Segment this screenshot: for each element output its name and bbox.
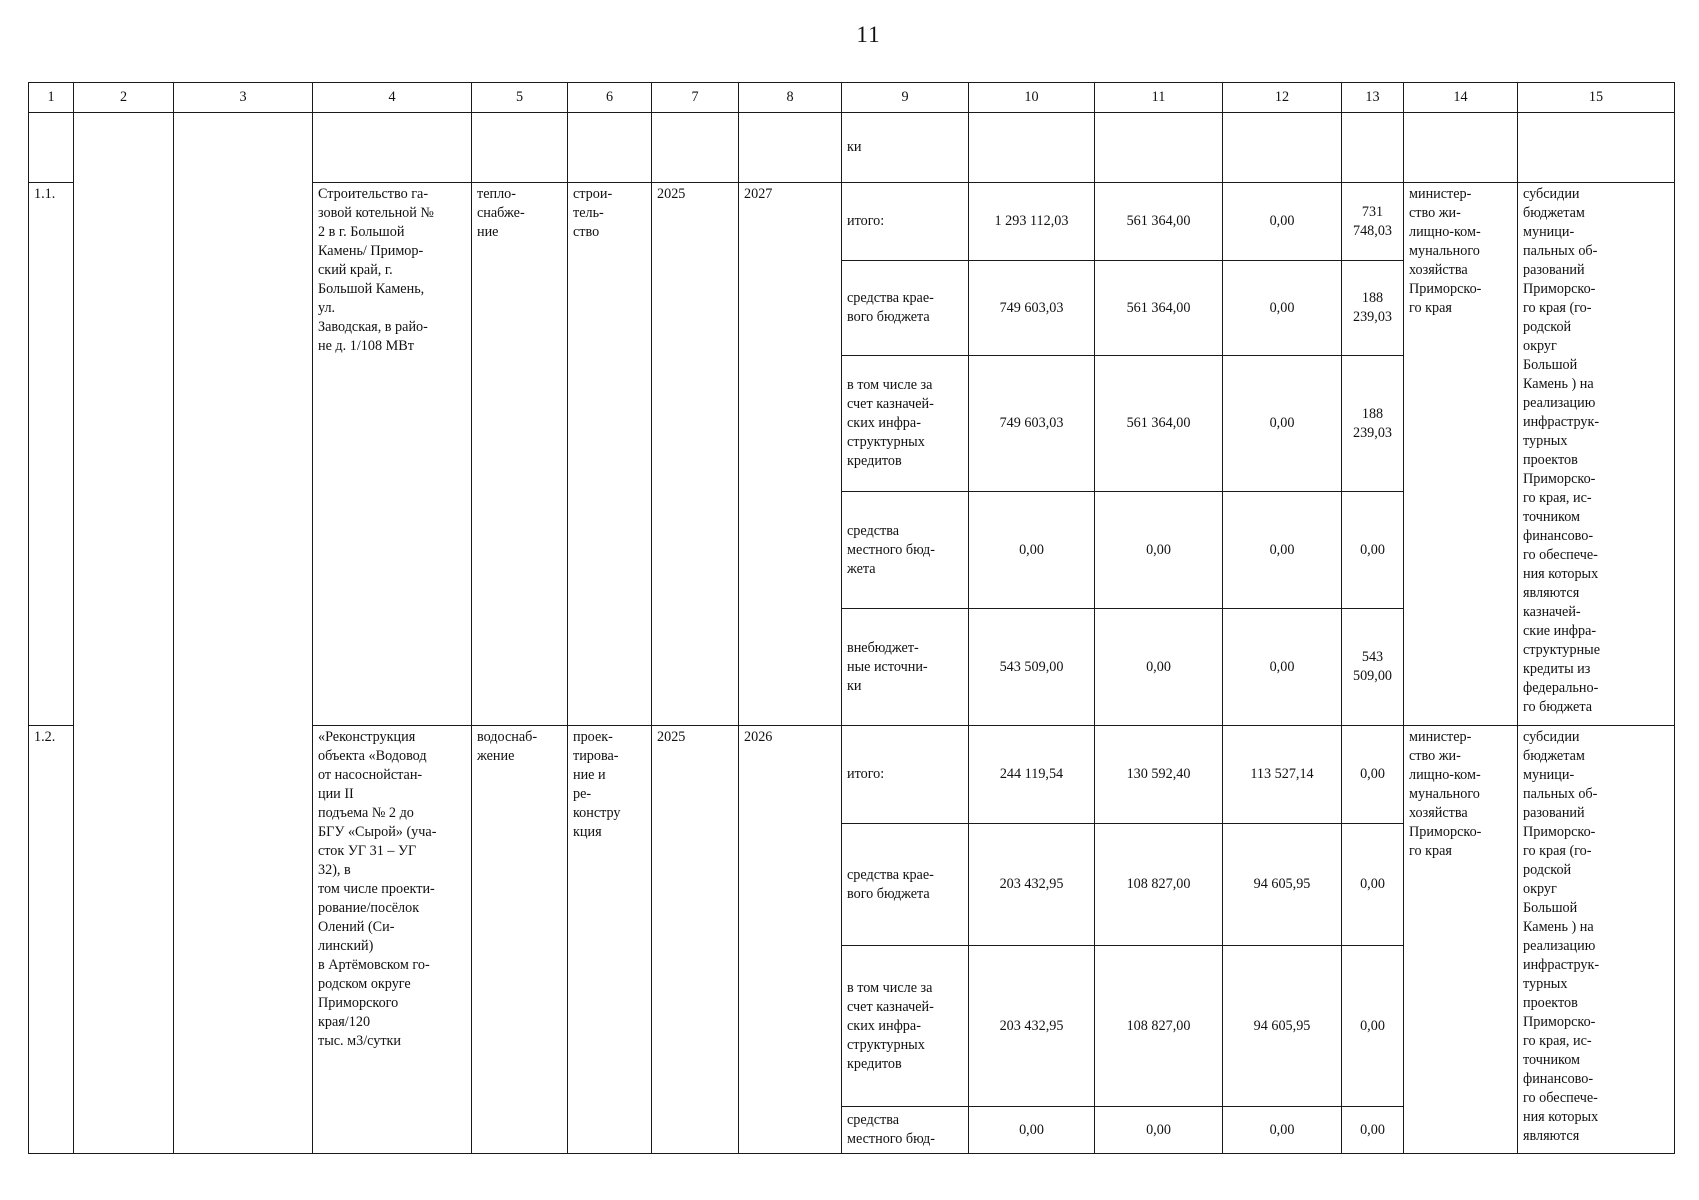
work-type: строи- тель- ство [568,183,652,726]
year-start: 2025 [652,726,739,1154]
col-num-10: 10 [969,83,1095,113]
col-num-14: 14 [1404,83,1518,113]
col-num-12: 12 [1223,83,1342,113]
amount-year-1: 130 592,40 [1095,726,1223,824]
responsible-agency: министер- ство жи- лищно-ком- мунального хозяйства Приморско- го края [1404,183,1518,726]
funding-source-label: итого: [842,726,969,824]
col-num-1: 1 [29,83,74,113]
col-num-7: 7 [652,83,739,113]
year-end: 2027 [739,183,842,726]
amount-year-2: 0,00 [1223,609,1342,726]
amount-total: 0,00 [969,492,1095,609]
col-num-3: 3 [174,83,313,113]
amount-year-2: 113 527,14 [1223,726,1342,824]
amount-year-1: 561 364,00 [1095,183,1223,261]
col-num-15: 15 [1518,83,1675,113]
cont-cell [1404,113,1518,183]
amount-total: 244 119,54 [969,726,1095,824]
year-end: 2026 [739,726,842,1154]
amount-year-1: 561 364,00 [1095,356,1223,492]
amount-year-3: 0,00 [1342,824,1404,946]
amount-year-2: 94 605,95 [1223,824,1342,946]
continuation-row [29,113,1675,183]
amount-year-3: 543 509,00 [1342,609,1404,726]
col-num-13: 13 [1342,83,1404,113]
amount-total: 203 432,95 [969,824,1095,946]
funding-source-label: в том числе за счет казначей- ских инфра- структурных кредитов [842,356,969,492]
amount-year-3: 0,00 [1342,726,1404,824]
cont-cell [568,113,652,183]
amount-total: 0,00 [969,1107,1095,1154]
cont-cell [1223,113,1342,183]
amount-year-1: 0,00 [1095,609,1223,726]
amount-year-3: 188 239,03 [1342,261,1404,356]
amount-year-1: 0,00 [1095,1107,1223,1154]
amount-year-2: 0,00 [1223,356,1342,492]
funding-source-label: в том числе за счет казначей- ских инфра- структурных кредитов [842,946,969,1107]
financing-mechanism: субсидии бюджетам муници- пальных об- разований Приморско- го края (го- родской округ Большой Камень ) на реализацию инфраструк- турных проектов Приморско- го края, ис- точником финансово- го обеспече- ния которых являются [1518,726,1675,1154]
amount-year-3: 0,00 [1342,492,1404,609]
col3-merged-cell [174,113,313,1154]
object-name: Строительство га- зовой котельной № 2 в г. Большой Камень/ Примор- ский край, г. Большой Камень, ул. Заводская, в райо- не д. 1/108 МВт [313,183,472,726]
cont-cell [969,113,1095,183]
cont-cell [1095,113,1223,183]
responsible-agency: министер- ство жи- лищно-ком- мунального хозяйства Приморско- го края [1404,726,1518,1154]
amount-year-1: 0,00 [1095,492,1223,609]
amount-total: 203 432,95 [969,946,1095,1107]
col-num-6: 6 [568,83,652,113]
amount-year-2: 94 605,95 [1223,946,1342,1107]
funding-source-label: средства крае- вого бюджета [842,824,969,946]
funding-source-label: внебюджет- ные источни- ки [842,609,969,726]
work-type: проек- тирова- ние и ре- констру кция [568,726,652,1154]
amount-total: 543 509,00 [969,609,1095,726]
col-num-8: 8 [739,83,842,113]
cont-cell [313,113,472,183]
amount-year-2: 0,00 [1223,1107,1342,1154]
amount-year-3: 0,00 [1342,1107,1404,1154]
funding-source-label: средства местного бюд- [842,1107,969,1154]
amount-year-3: 0,00 [1342,946,1404,1107]
funding-source-label: средства местного бюд- жета [842,492,969,609]
amount-year-1: 108 827,00 [1095,824,1223,946]
sector-name: тепло- снабже- ние [472,183,568,726]
amount-total: 749 603,03 [969,356,1095,492]
column-number-row [29,83,1675,113]
amount-total: 749 603,03 [969,261,1095,356]
cont-cell [29,113,74,183]
col-num-2: 2 [74,83,174,113]
col-num-11: 11 [1095,83,1223,113]
col-num-4: 4 [313,83,472,113]
amount-year-1: 561 364,00 [1095,261,1223,356]
cont-source-cell: ки [842,113,969,183]
amount-year-1: 108 827,00 [1095,946,1223,1107]
funding-source-label: средства крае- вого бюджета [842,261,969,356]
item-number: 1.1. [29,183,74,726]
cont-cell [739,113,842,183]
year-start: 2025 [652,183,739,726]
col2-merged-cell [74,113,174,1154]
cont-cell [1518,113,1675,183]
amount-total: 1 293 112,03 [969,183,1095,261]
sector-name: водоснаб- жение [472,726,568,1154]
funding-source-label: итого: [842,183,969,261]
amount-year-3: 731 748,03 [1342,183,1404,261]
cont-cell [472,113,568,183]
cont-cell [652,113,739,183]
cont-cell [1342,113,1404,183]
amount-year-2: 0,00 [1223,261,1342,356]
program-table [28,82,1675,1154]
object-name: «Реконструкция объекта «Водовод от насоснойстан- ции II подъема № 2 до БГУ «Сырой» (уча- сток УГ 31 – УГ 32), в том числе проекти- рование/посёлок Олений (Си- линский) в Артёмовском го- родском округе Приморского края/120 тыс. м3/сутки [313,726,472,1154]
financing-mechanism: субсидии бюджетам муници- пальных об- разований Приморско- го края (го- родской округ Большой Камень ) на реализацию инфраструк- турных проектов Приморско- го края, ис- точником финансово- го обеспече- ния которых являются казначей- ские инфра- структурные кредиты из федерально- го бюджета [1518,183,1675,726]
col-num-5: 5 [472,83,568,113]
col-num-9: 9 [842,83,969,113]
amount-year-2: 0,00 [1223,492,1342,609]
page-number: 11 [856,22,881,47]
amount-year-2: 0,00 [1223,183,1342,261]
item-number: 1.2. [29,726,74,1154]
amount-year-3: 188 239,03 [1342,356,1404,492]
